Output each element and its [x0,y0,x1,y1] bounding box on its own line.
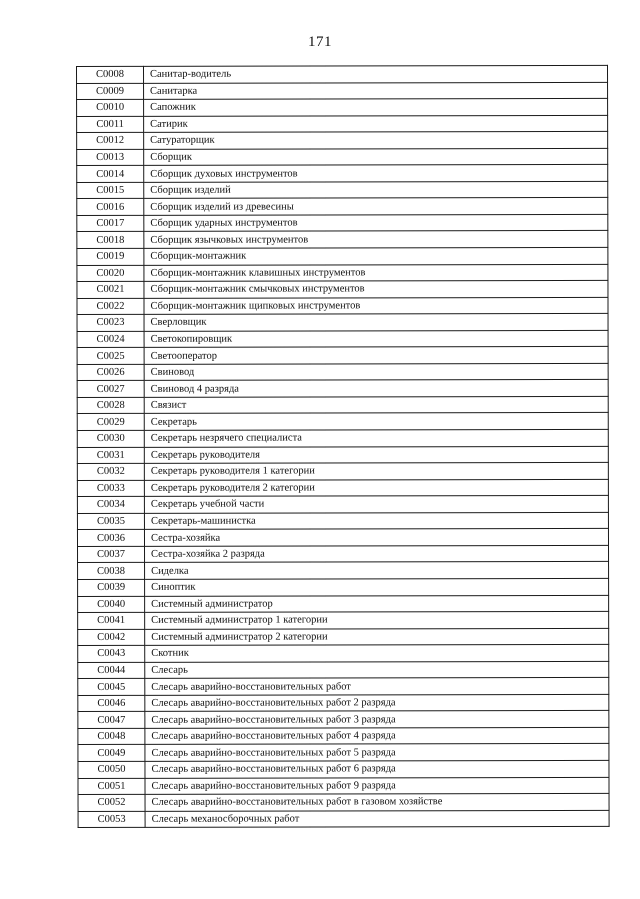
occupation-code: С0019 [77,248,144,265]
occupation-name: Санитарка [144,82,608,100]
occupation-name: Сатирик [144,115,608,133]
occupation-code: С0017 [77,215,144,232]
occupation-name: Скотник [145,645,609,663]
occupation-code: С0043 [78,645,145,662]
occupation-code: С0041 [78,612,145,629]
table-row [77,479,608,497]
table-row [77,512,608,530]
occupation-code: С0027 [77,381,144,398]
occupation-code: С0045 [78,679,145,696]
occupation-name: Сиделка [145,562,609,580]
occupation-name: Слесарь аварийно-восстановительных работ [145,678,609,696]
table-row [78,694,609,712]
occupation-code: С0030 [77,430,144,447]
table-row [77,496,608,514]
occupation-name: Слесарь аварийно-восстановительных работ 3 разряда [145,711,609,729]
occupation-code: С0034 [77,497,144,514]
occupation-name: Сборщик [144,148,608,166]
occupation-name: Слесарь аварийно-восстановительных работ 9 разряда [145,777,609,795]
occupation-code: С0011 [77,116,144,133]
table-row [77,247,608,265]
occupation-name: Секретарь руководителя 1 категории [144,463,608,481]
occupation-name: Синоптик [145,578,609,596]
table-row [77,181,608,199]
table-row [77,198,608,216]
occupation-code: С0018 [77,232,144,249]
occupation-code: С0010 [77,99,144,116]
occupation-name: Системный администратор 2 категории [145,628,609,646]
table-row [78,760,609,778]
table-row [77,98,608,116]
occupation-table [76,65,610,828]
occupation-code: С0032 [77,463,144,480]
occupation-code: С0016 [77,199,144,216]
occupation-name: Секретарь руководителя [144,446,608,464]
occupation-code: С0026 [77,364,144,381]
table-row [77,264,608,282]
occupation-code: С0028 [77,397,144,414]
occupation-name: Секретарь [144,413,608,431]
page-number: 171 [308,34,332,50]
table-row [77,463,608,481]
table-row [77,280,608,298]
occupation-name: Свиновод [144,363,608,381]
occupation-code: С0046 [78,695,145,712]
table-row [77,529,608,547]
table-row [78,711,609,729]
table-row [77,148,608,166]
occupation-name: Санитар-водитель [144,65,608,83]
occupation-code: С0040 [78,596,145,613]
table-row [77,380,608,398]
occupation-code: С0025 [77,348,144,365]
occupation-name: Секретарь незрячего специалиста [144,429,608,447]
table-row [77,446,608,464]
table-row [78,793,609,811]
occupation-table-body [77,65,610,827]
occupation-name: Сборщик-монтажник щипковых инструментов [144,297,608,315]
table-row [77,132,608,150]
occupation-code: С0052 [78,794,145,811]
occupation-name: Системный администратор [145,595,609,613]
table-row [77,314,608,332]
occupation-name: Сверловщик [144,314,608,332]
occupation-code: С0020 [77,265,144,282]
table-row [78,727,609,745]
occupation-code: С0044 [78,662,145,679]
occupation-code: С0048 [78,728,145,745]
occupation-code: С0013 [77,149,144,166]
occupation-code: С0053 [78,811,145,828]
table-row [77,231,608,249]
table-row [77,297,608,315]
occupation-code: С0023 [77,315,144,332]
table-row [78,777,609,795]
occupation-name: Слесарь аварийно-восстановительных работ 4 разряда [145,727,609,745]
occupation-name: Сатураторщик [144,132,608,150]
occupation-code: С0024 [77,331,144,348]
table-row [78,595,609,613]
occupation-name: Слесарь аварийно-восстановительных работ в газовом хозяйстве [145,793,609,811]
occupation-code: С0029 [77,414,144,431]
occupation-code: С0036 [77,530,144,547]
occupation-code: С0033 [77,480,144,497]
occupation-name: Сборщик-монтажник [144,247,608,265]
table-row [78,545,609,563]
table-row [78,611,609,629]
occupation-code: С0022 [77,298,144,315]
table-row [78,744,609,762]
occupation-name: Слесарь механосборочных работ [145,810,609,828]
occupation-name: Секретарь-машинистка [144,512,608,530]
occupation-name: Сборщик изделий из древесины [144,198,608,216]
occupation-name: Сборщик язычковых инструментов [144,231,608,249]
occupation-code: С0035 [77,513,144,530]
occupation-name: Слесарь аварийно-восстановительных работ 2 разряда [145,694,609,712]
table-row [78,661,609,679]
occupation-name: Слесарь [145,661,609,679]
occupation-code: С0049 [78,745,145,762]
occupation-code: С0012 [77,133,144,150]
occupation-code: С0037 [78,546,145,563]
table-row [77,330,608,348]
occupation-name: Сестра-хозяйка 2 разряда [145,545,609,563]
table-row [77,214,608,232]
occupation-code: С0047 [78,712,145,729]
occupation-code: С0015 [77,182,144,199]
occupation-name: Сестра-хозяйка [144,529,608,547]
occupation-code: С0014 [77,166,144,183]
table-row [77,396,608,414]
table-row [77,413,608,431]
occupation-name: Слесарь аварийно-восстановительных работ 5 разряда [145,744,609,762]
table-row [78,578,609,596]
occupation-name: Свиновод 4 разряда [144,380,608,398]
occupation-code: С0038 [78,563,145,580]
occupation-code: С0031 [77,447,144,464]
occupation-code: С0039 [78,579,145,596]
occupation-name: Сборщик духовых инструментов [144,165,608,183]
table-row [77,165,608,183]
occupation-name: Системный администратор 1 категории [145,611,609,629]
table-row [77,115,608,133]
occupation-code: С0051 [78,778,145,795]
occupation-name: Секретарь руководителя 2 категории [144,479,608,497]
occupation-name: Секретарь учебной части [144,496,608,514]
occupation-name: Слесарь аварийно-восстановительных работ 6 разряда [145,760,609,778]
occupation-name: Сапожник [144,98,608,116]
occupation-code: С0042 [78,629,145,646]
table-row [78,678,609,696]
occupation-name: Сборщик ударных инструментов [144,214,608,232]
occupation-name: Сборщик-монтажник смычковых инструментов [144,280,608,298]
table-row [77,429,608,447]
occupation-name: Сборщик-монтажник клавишных инструментов [144,264,608,282]
occupation-name: Связист [144,396,608,414]
occupation-name: Сборщик изделий [144,181,608,199]
table-row [77,82,608,100]
table-row [78,628,609,646]
occupation-name: Светокопировщик [144,330,608,348]
occupation-code: С0050 [78,761,145,778]
table-row [78,562,609,580]
occupation-name: Светооператор [144,347,608,365]
occupation-code: С0009 [77,83,144,100]
table-row [78,810,609,828]
table-row [77,65,608,83]
occupation-code: С0021 [77,281,144,298]
table-row [77,347,608,365]
occupation-code: С0008 [77,66,144,83]
table-row [77,363,608,381]
table-row [78,645,609,663]
